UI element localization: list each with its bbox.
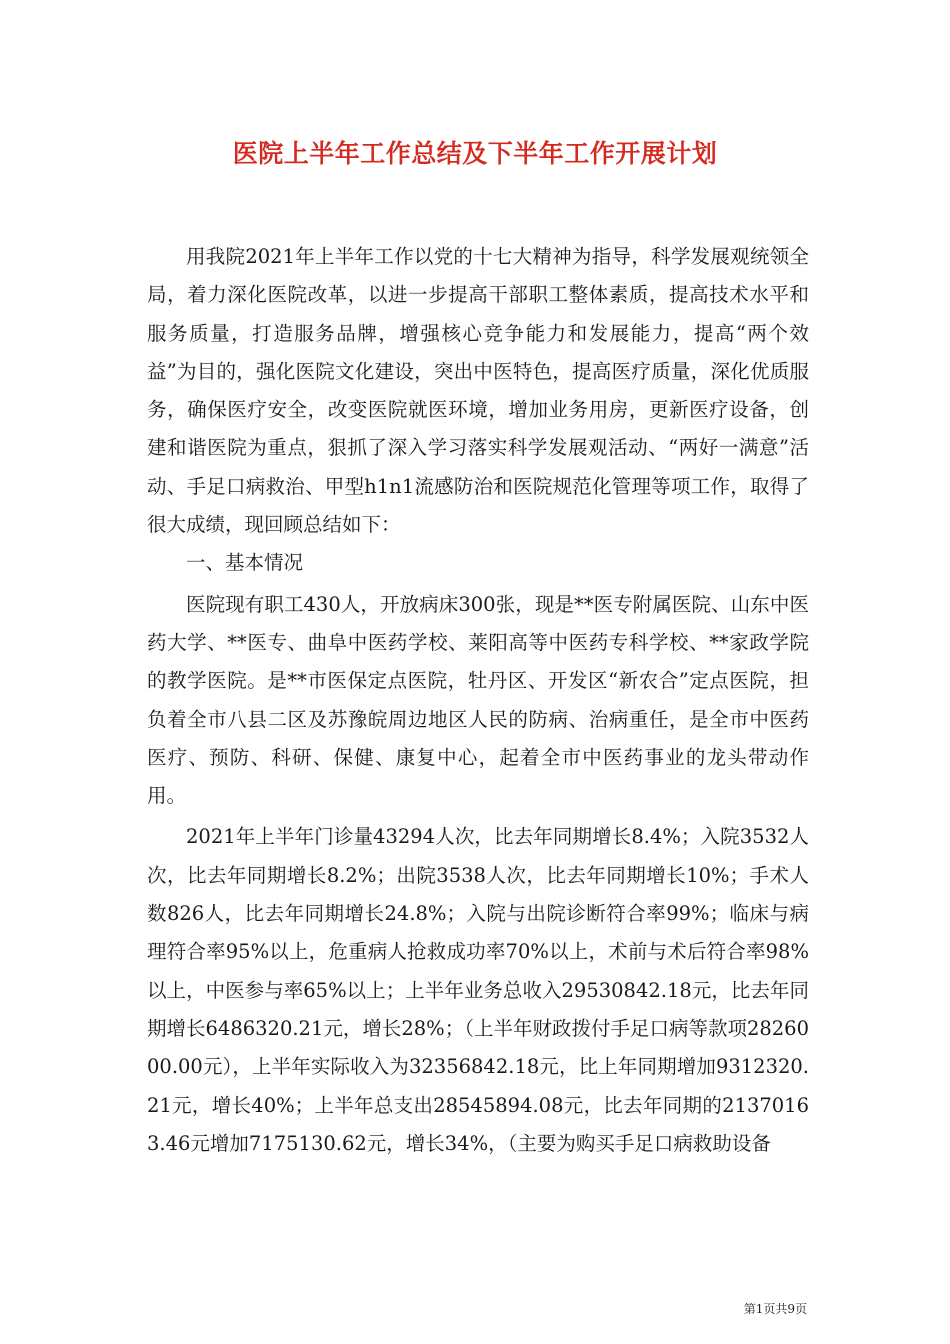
page-number: 第1页共9页 bbox=[743, 1302, 807, 1316]
document-title: 医院上半年工作总结及下半年工作开展计划 bbox=[232, 139, 718, 168]
section-heading-basic-situation: 一、基本情况 bbox=[186, 551, 304, 575]
hospital-overview-paragraph: 医院现有职工430人，开放病床300张，现是**医专附属医院、山东中医药大学、**医专、曲阜中医药学校、莱阳高等中医药专科学校、**家政学院的教学医院。是**市医保定点医院，牡丹区、开发区“新农合”定点医院，担负着全市八县二区及苏豫皖周边地区人民的防病、治病重任，是全市中医药医疗、预防、科研、保健、康复中心，起着全市中医药事业的龙头带动作用。 bbox=[147, 592, 809, 808]
document-body bbox=[147, 238, 809, 1163]
intro-paragraph: 用我院2021年上半年工作以党的十七大精神为指导，科学发展观统领全局，着力深化医院改革，以进一步提高干部职工整体素质，提高技术水平和服务质量，打造服务品牌，增强核心竞争能力和发展能力，提高“两个效益”为目的，强化医院文化建设，突出中医特色，提高医疗质量，深化优质服务，确保医疗安全，改变医院就医环境，增加业务用房，更新医疗设备，创建和谐医院为重点，狠抓了深入学习落实科学发展观活动、“两好一满意”活动、手足口病救治、甲型h1n1流感防治和医院规范化管理等项工作，取得了很大成绩，现回顾总结如下： bbox=[147, 245, 809, 537]
statistics-paragraph: 2021年上半年门诊量43294人次，比去年同期增长8.4%；入院3532人次，比去年同期增长8.2%；出院3538人次，比去年同期增长10%；手术人数826人，比去年同期增长24.8%；入院与出院诊断符合率99%；临床与病理符合率95%以上，危重病人抢救成功率70%以上，术前与术后符合率98%以上，中医参与率65%以上；上半年业务总收入29530842.18元，比去年同期增长6486320.21元，增长28%；（上半年财政拨付手足口病等款项2826000.00元），上半年实际收入为32356842.18元，比上年同期增加9312320.21元，增长40%；上半年总支出28545894.08元，比去年同期的21370163.46元增加7175130.62元，增长34%，（主要为购买手足口病救助设备 bbox=[147, 825, 809, 1155]
